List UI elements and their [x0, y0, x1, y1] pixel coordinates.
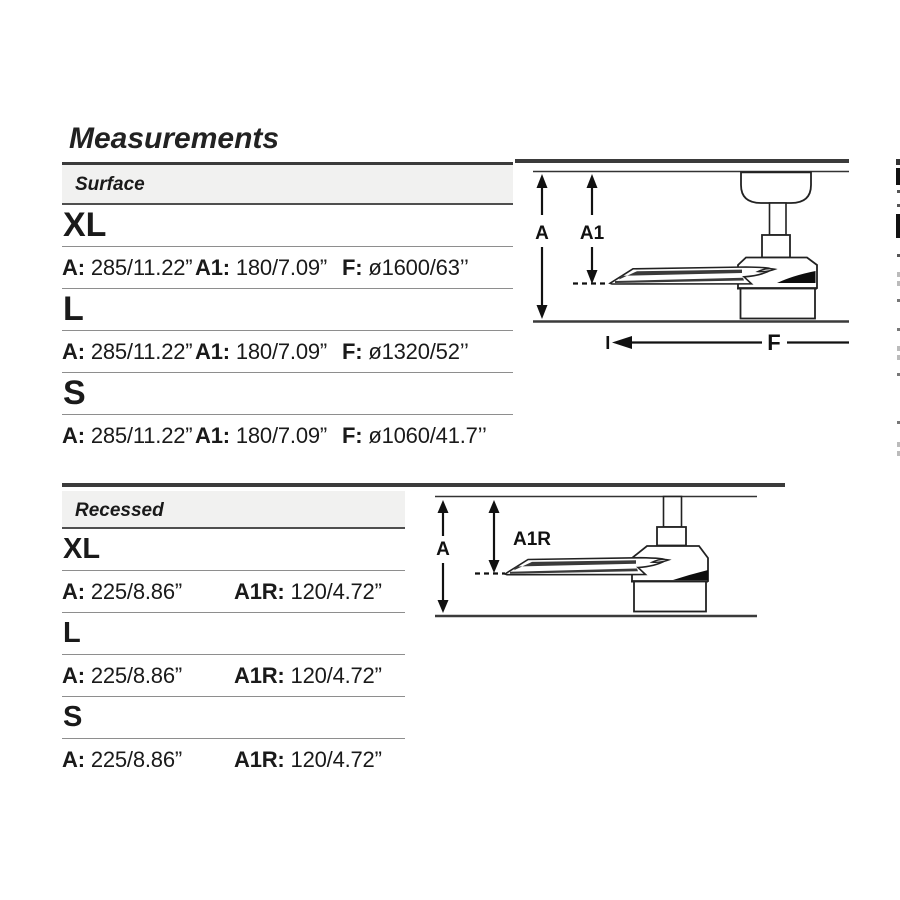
fan-drawing — [610, 172, 817, 318]
surface-mount-diagram — [515, 155, 860, 360]
dim-a1-value: 180/7.09” — [235, 338, 328, 364]
dim-a1r-label: A1R: — [234, 662, 285, 688]
motor-body — [634, 582, 706, 612]
surface-header-band — [62, 165, 513, 205]
surface-row-s-size — [62, 373, 513, 415]
dim-a-value: 285/11.22” — [90, 254, 193, 280]
dimension-arrow-a — [537, 174, 548, 319]
recessed-mount-diagram — [420, 483, 765, 623]
dim-a1r — [234, 747, 382, 773]
surface-row-l-size — [62, 289, 513, 331]
recessed-table — [62, 487, 405, 781]
size-label: L — [63, 617, 81, 649]
dim-a — [62, 579, 234, 605]
dim-a1r — [234, 663, 382, 689]
dim-a-label: A: — [62, 423, 85, 448]
recessed-row-s-size — [62, 697, 405, 739]
dim-a-value: 225/8.86” — [90, 578, 182, 604]
size-label: XL — [63, 533, 101, 565]
cropped-content-fragment — [896, 214, 900, 238]
recessed-row-xl-data — [62, 571, 405, 613]
dim-a1-value: 180/7.09” — [235, 254, 328, 280]
canopy — [741, 172, 811, 203]
dim-a1 — [195, 339, 342, 365]
dim-a1r-label: A1R: — [234, 747, 285, 772]
size-label: S — [63, 701, 83, 733]
dim-f — [342, 255, 469, 281]
dim-a1r-value: 120/4.72” — [290, 747, 382, 772]
dim-a1 — [195, 423, 342, 449]
dim-a-label: A: — [62, 338, 85, 364]
dimension-arrow-f — [607, 336, 850, 349]
dim-label-a1r: A1R — [513, 529, 552, 550]
dim-a-value: 225/8.86” — [90, 747, 182, 772]
dim-label-a1: A1 — [579, 223, 605, 244]
recessed-row-xl-size — [62, 529, 405, 571]
ceiling-thick-line — [515, 159, 849, 163]
size-label: XL — [63, 206, 107, 244]
dim-f-label: F: — [342, 338, 363, 364]
dim-label-f: F — [767, 330, 781, 355]
surface-table — [62, 162, 513, 457]
dim-a1-value: 180/7.09” — [235, 423, 328, 448]
dim-label-a: A — [436, 539, 450, 560]
dim-a1 — [195, 255, 342, 281]
surface-row-s-data — [62, 415, 513, 457]
dim-a-value: 225/8.86” — [90, 662, 182, 688]
surface-row-xl-data — [62, 247, 513, 289]
dim-a — [62, 663, 234, 689]
surface-header-label: Surface — [75, 174, 145, 195]
dim-a — [62, 339, 195, 365]
recessed-row-s-data — [62, 739, 405, 781]
dim-a — [62, 423, 195, 449]
surface-row-l-data — [62, 331, 513, 373]
rod-coupling — [762, 235, 790, 258]
dim-a1r — [234, 579, 382, 605]
dim-a-label: A: — [62, 578, 85, 604]
dim-f — [342, 423, 487, 449]
dim-a-label: A: — [62, 254, 85, 280]
dim-label-a: A — [535, 223, 549, 244]
dim-f — [342, 339, 469, 365]
recessed-header-label: Recessed — [75, 500, 164, 521]
cropped-content-fragment — [896, 159, 900, 165]
dim-a1-label: A1: — [195, 254, 230, 280]
recessed-header-band — [62, 491, 405, 529]
dim-f-value: ø1320/52’’ — [368, 338, 469, 364]
page-title: Measurements — [69, 122, 280, 155]
dim-a — [62, 255, 195, 281]
dim-a1-label: A1: — [195, 423, 230, 448]
dim-a1r-value: 120/4.72” — [290, 662, 382, 688]
recessed-row-l-size — [62, 613, 405, 655]
dim-f-label: F: — [342, 423, 363, 448]
dim-a1r-label: A1R: — [234, 578, 285, 604]
motor-body — [741, 289, 816, 319]
dim-a1r-value: 120/4.72” — [290, 578, 382, 604]
surface-row-xl-size — [62, 205, 513, 247]
dim-f-value: ø1600/63’’ — [368, 254, 469, 280]
dim-a-value: 285/11.22” — [90, 423, 193, 448]
dim-f-label: F: — [342, 254, 363, 280]
recessed-row-l-data — [62, 655, 405, 697]
dim-a-value: 285/11.22” — [90, 338, 193, 364]
dim-a1-label: A1: — [195, 338, 230, 364]
cropped-content-fragment — [896, 168, 900, 185]
downrod — [770, 203, 787, 235]
size-label: L — [63, 290, 84, 328]
dim-a-label: A: — [62, 747, 85, 772]
fan-drawing — [505, 497, 708, 612]
size-label: S — [63, 374, 86, 412]
downrod — [664, 497, 682, 528]
dimension-arrow-a1r — [489, 500, 500, 573]
dim-f-value: ø1060/41.7’’ — [368, 423, 487, 448]
dim-a — [62, 747, 234, 773]
rod-coupling — [657, 527, 686, 546]
dim-a-label: A: — [62, 662, 85, 688]
